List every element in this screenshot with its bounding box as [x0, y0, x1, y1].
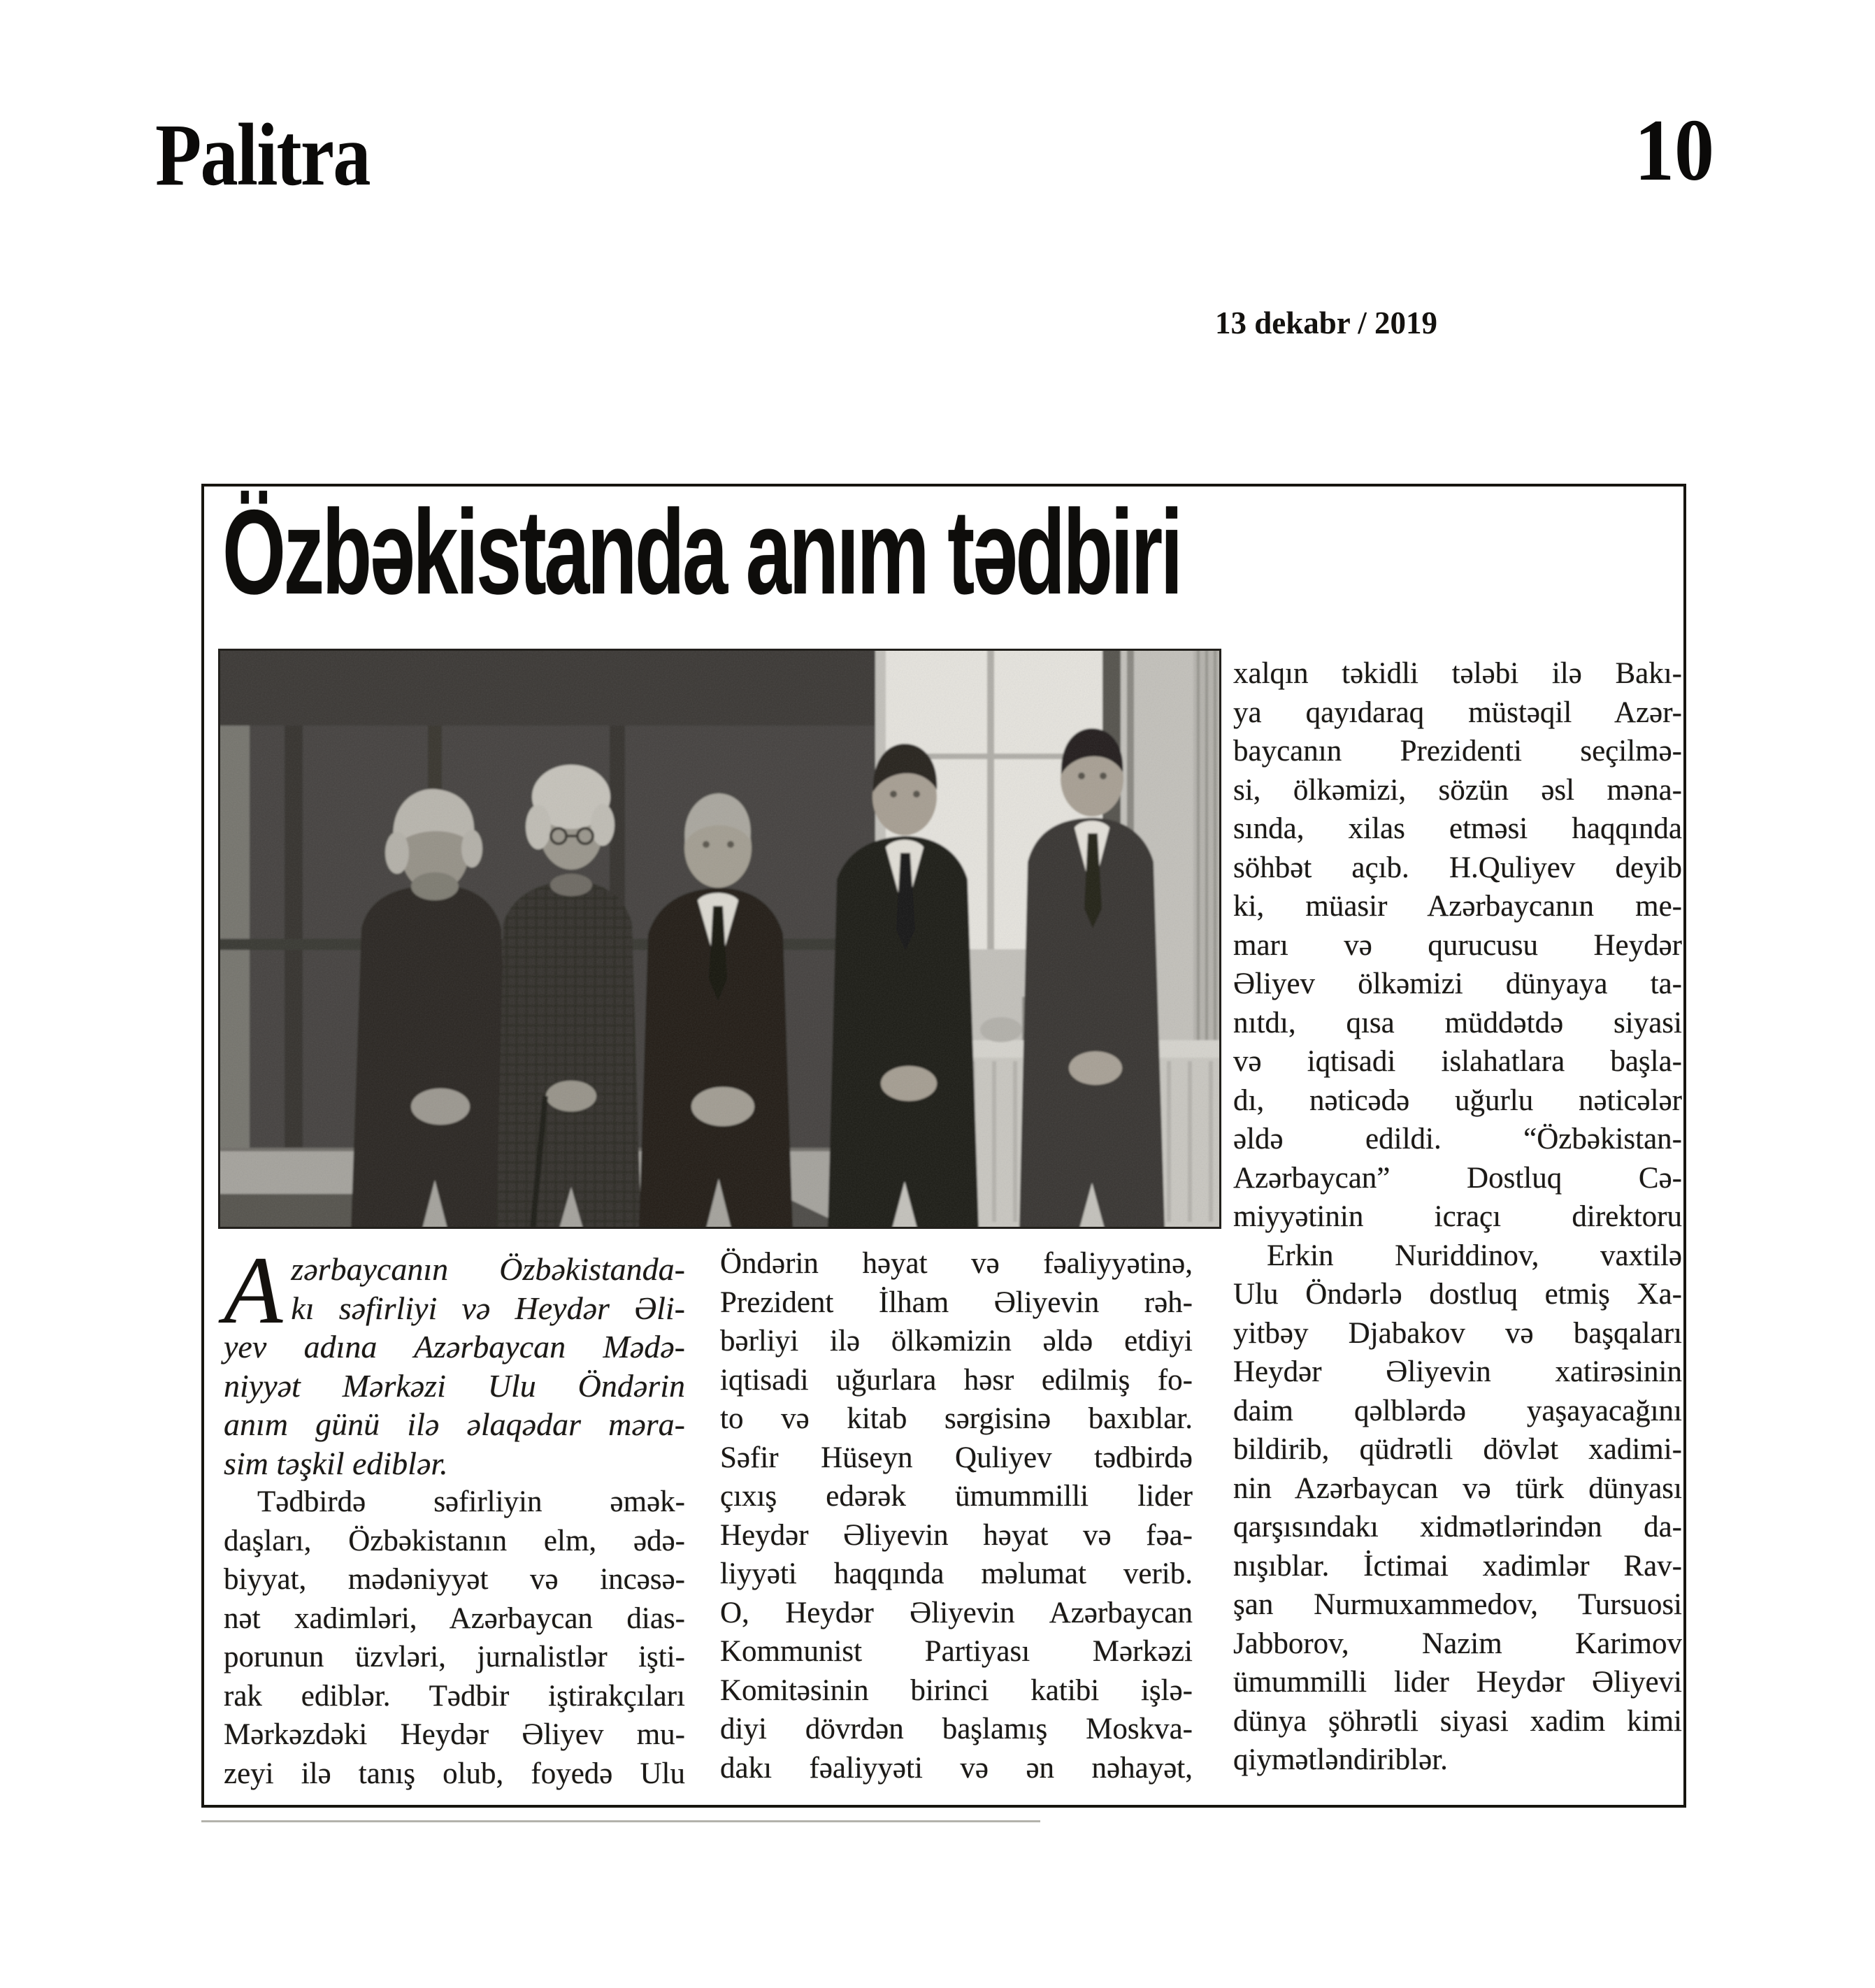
text-line: nət xadimləri, Azərbaycan dias-	[224, 1601, 685, 1635]
text-line: Azərbaycan” Dostluq Cə-	[1233, 1161, 1682, 1195]
text-line: dı, nəticədə uğurlu nəticələr	[1233, 1083, 1682, 1117]
article-column-2	[720, 1244, 1193, 1787]
masthead-title: Palitra	[155, 105, 370, 204]
text-line: dünya şöhrətli siyasi xadim kimi	[1233, 1704, 1682, 1738]
article-column-1	[224, 1237, 685, 1793]
text-line: yitbəy Djabakov və başqaları	[1233, 1316, 1682, 1350]
text-line: əldə edildi. “Özbəkistan-	[1233, 1123, 1682, 1155]
body-paragraph	[1233, 1237, 1682, 1780]
text-line: şan Nurmuxammedov, Tursuosi	[1233, 1588, 1682, 1621]
text-line: anım günü ilə əlaqədar məra-	[224, 1406, 685, 1442]
text-line: dakı fəaliyyəti və ən nəhayət,	[720, 1751, 1193, 1785]
text-line: sim təşkil ediblər.	[224, 1445, 448, 1481]
text-line: zərbaycanın Özbəkistanda-	[291, 1251, 685, 1287]
text-line: marı və qurucusu Heydər	[1233, 928, 1682, 962]
text-line: nıtdı, qısa müddətdə siyasi	[1233, 1006, 1682, 1039]
drop-cap: A	[224, 1237, 283, 1344]
scan-bottom-rule	[201, 1820, 1040, 1822]
text-line: zeyi ilə tanış olub, foyedə Ulu	[224, 1757, 685, 1790]
text-line: Səfir Hüseyn Quliyev tədbirdə	[720, 1441, 1193, 1474]
text-line: söhbət açıb. H.Quliyev deyib	[1233, 851, 1682, 884]
text-line: Əliyev ölkəmizi dünyaya ta-	[1233, 967, 1682, 1000]
text-line: və iqtisadi islahatlara başla-	[1233, 1045, 1682, 1078]
text-line: iqtisadi uğurlara həsr edilmiş fo-	[720, 1363, 1193, 1397]
text-line: O, Heydər Əliyevin Azərbaycan	[720, 1596, 1193, 1629]
text-line: qarşısındakı xidmətlərindən da-	[1233, 1511, 1682, 1543]
text-line: kı səfirliyi və Heydər Əli-	[291, 1290, 685, 1326]
text-line: Tədbirdə səfirliyin əmək-	[257, 1485, 685, 1518]
text-line: xalqın təkidli tələbi ilə Bakı-	[1233, 657, 1682, 690]
text-line: sında, xilas etməsi haqqında	[1233, 812, 1682, 845]
page-number: 10	[1635, 101, 1714, 199]
text-line: çıxış edərək ümummilli lider	[720, 1480, 1193, 1513]
text-line: Heydər Əliyevin xatirəsinin	[1233, 1355, 1682, 1388]
body-paragraph	[720, 1244, 1193, 1787]
text-line: si, ölkəmizi, sözün əsl məna-	[1233, 773, 1682, 807]
lead-paragraph	[224, 1237, 685, 1483]
text-line: Jabborov, Nazim Karimov	[1233, 1627, 1682, 1660]
text-line: ümummilli lider Heydər Əliyevi	[1233, 1666, 1682, 1699]
text-line: ya qayıdaraq müstəqil Azər-	[1233, 696, 1682, 729]
text-line: rak ediblər. Tədbir iştirakçıları	[224, 1679, 685, 1713]
body-paragraph	[224, 1483, 685, 1793]
text-line: ki, müasir Azərbaycanın me-	[1233, 890, 1682, 923]
text-line: daşları, Özbəkistanın elm, ədə-	[224, 1524, 685, 1557]
text-line: Öndərin həyat və fəaliyyətinə,	[720, 1247, 1193, 1280]
text-line: diyi dövrdən başlamış Moskva-	[720, 1713, 1193, 1745]
text-line: Komitəsinin birinci katibi işlə-	[720, 1673, 1193, 1707]
text-line: nin Azərbaycan və türk dünyası	[1233, 1471, 1682, 1505]
text-line: to və kitab sərgisinə baxıblar.	[720, 1402, 1193, 1435]
text-line: miyyətinin icraçı direktoru	[1233, 1200, 1682, 1233]
text-line: bildirib, qüdrətli dövlət xadimi-	[1233, 1433, 1682, 1466]
article-photo	[218, 649, 1221, 1229]
text-line: qiymətləndiriblər.	[1233, 1743, 1448, 1776]
text-line: daim qəlblərdə yaşayacağını	[1233, 1394, 1682, 1427]
text-line: Kommunist Partiyası Mərkəzi	[720, 1635, 1193, 1668]
text-line: liyyəti haqqında məlumat verib.	[720, 1557, 1193, 1590]
text-line: bərliyi ilə ölkəmizin əldə etdiyi	[720, 1325, 1193, 1357]
body-paragraph	[1233, 654, 1682, 1237]
text-line: Heydər Əliyevin həyat və fəa-	[720, 1518, 1193, 1552]
text-line: porunun üzvləri, jurnalistlər işti-	[224, 1641, 685, 1673]
text-line: Erkin Nuriddinov, vaxtilə	[1267, 1239, 1682, 1272]
issue-date: 13 dekabr / 2019	[1215, 305, 1437, 340]
text-line: nışıblar. İctimai xadimlər Rav-	[1233, 1549, 1682, 1583]
text-line: Prezident İlham Əliyevin rəh-	[720, 1285, 1193, 1319]
text-line: Ulu Öndərlə dostluq etmiş Xa-	[1233, 1278, 1682, 1311]
text-line: niyyət Mərkəzi Ulu Öndərin	[224, 1367, 685, 1404]
article-column-3	[1233, 654, 1682, 1780]
text-line: baycanın Prezidenti seçilmə-	[1233, 735, 1682, 768]
text-line: biyyat, mədəniyyət və incəsə-	[224, 1563, 685, 1596]
text-line: Mərkəzdəki Heydər Əliyev mu-	[224, 1718, 685, 1751]
text-line: yev adına Azərbaycan Mədə-	[224, 1329, 685, 1364]
article-headline: Özbəkistanda anım tədbiri	[222, 485, 1181, 619]
